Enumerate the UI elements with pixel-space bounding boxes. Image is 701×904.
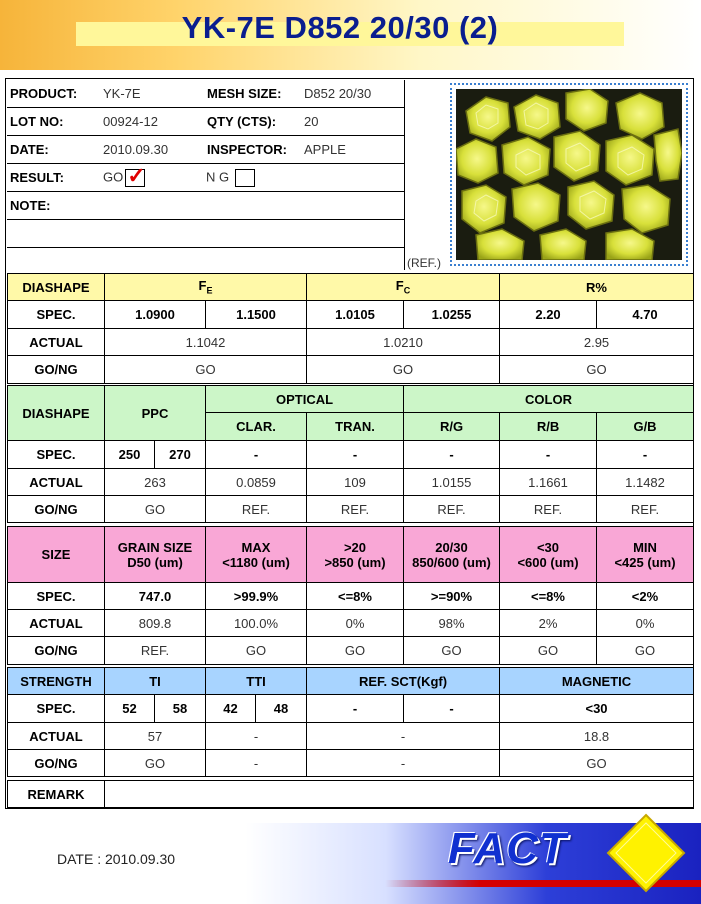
tti-spec-min: 42 bbox=[206, 695, 256, 723]
grain-spec: 747.0 bbox=[105, 583, 206, 610]
size-header: SIZE bbox=[8, 527, 105, 583]
footer-date: DATE : 2010.09.30 bbox=[57, 851, 176, 867]
under-30-gong: GO bbox=[500, 637, 597, 665]
under-30-spec: <=8% bbox=[500, 583, 597, 610]
lot-label: LOT NO: bbox=[7, 108, 101, 136]
fe-spec-max: 1.1500 bbox=[206, 301, 307, 329]
remark-row bbox=[7, 780, 694, 808]
mesh-value: D852 20/30 bbox=[302, 80, 405, 108]
ppc-header: PPC bbox=[105, 386, 206, 441]
clar-actual: 0.0859 bbox=[206, 469, 307, 496]
diashape-header: DIASHAPE bbox=[8, 386, 105, 441]
rb-gong: REF. bbox=[500, 496, 597, 523]
rg-actual: 1.0155 bbox=[404, 469, 500, 496]
ti-spec-min: 52 bbox=[105, 695, 155, 723]
diamond-crystals-image bbox=[456, 89, 682, 260]
mesh-20-30-actual: 98% bbox=[404, 610, 500, 637]
fe-actual: 1.1042 bbox=[105, 329, 307, 356]
checkmark-icon: ✓ bbox=[127, 163, 146, 188]
spec-label: SPEC. bbox=[8, 583, 105, 610]
max-header: MAX <1180 (um) bbox=[206, 527, 307, 583]
mesh-20-30-gong: GO bbox=[404, 637, 500, 665]
min-header: MIN <425 (um) bbox=[597, 527, 694, 583]
tti-header: TTI bbox=[206, 668, 307, 695]
over-20-gong: GO bbox=[307, 637, 404, 665]
ti-actual: 57 bbox=[105, 723, 206, 750]
tran-spec: - bbox=[307, 441, 404, 469]
min-actual: 0% bbox=[597, 610, 694, 637]
grain-size-header: GRAIN SIZE D50 (um) bbox=[105, 527, 206, 583]
min-gong: GO bbox=[597, 637, 694, 665]
photo-caption: (REF.) bbox=[407, 256, 441, 270]
fe-header: $F_E$ bbox=[105, 274, 307, 301]
gong-label: GO/NG bbox=[8, 637, 105, 665]
over-20-actual: 0% bbox=[307, 610, 404, 637]
result-label: RESULT: bbox=[7, 164, 101, 192]
product-value: YK-7E bbox=[101, 80, 204, 108]
ti-spec-max: 58 bbox=[155, 695, 206, 723]
spec-label: SPEC. bbox=[8, 301, 105, 329]
mesh-20-30-header: 20/30 850/600 (um) bbox=[404, 527, 500, 583]
optical-section bbox=[7, 385, 694, 523]
fe-gong: GO bbox=[105, 356, 307, 384]
ppc-actual: 263 bbox=[105, 469, 206, 496]
note-label: NOTE: bbox=[7, 192, 405, 220]
sct-spec-min: - bbox=[307, 695, 404, 723]
sct-gong: - bbox=[307, 750, 500, 777]
ng-checkbox[interactable] bbox=[235, 169, 255, 187]
ti-gong: GO bbox=[105, 750, 206, 777]
gong-label: GO/NG bbox=[8, 750, 105, 777]
gong-label: GO/NG bbox=[8, 496, 105, 523]
date-label: DATE: bbox=[7, 136, 101, 164]
rg-gong: REF. bbox=[404, 496, 500, 523]
company-logo: FACT bbox=[448, 824, 567, 873]
rb-header: R/B bbox=[500, 413, 597, 441]
fc-gong: GO bbox=[307, 356, 500, 384]
ppc-spec-min: 250 bbox=[105, 441, 155, 469]
spec-label: SPEC. bbox=[8, 441, 105, 469]
over-20-spec: <=8% bbox=[307, 583, 404, 610]
header-info bbox=[7, 80, 405, 275]
go-label: GO bbox=[103, 168, 124, 184]
sct-header: REF. SCT(Kgf) bbox=[307, 668, 500, 695]
clar-gong: REF. bbox=[206, 496, 307, 523]
grain-gong: REF. bbox=[105, 637, 206, 665]
under-30-header: <30 <600 (um) bbox=[500, 527, 597, 583]
strength-section bbox=[7, 667, 694, 777]
min-spec: <2% bbox=[597, 583, 694, 610]
tran-actual: 109 bbox=[307, 469, 404, 496]
diamond-logo-icon bbox=[606, 813, 686, 893]
clar-header: CLAR. bbox=[206, 413, 307, 441]
max-gong: GO bbox=[206, 637, 307, 665]
fc-spec-max: 1.0255 bbox=[404, 301, 500, 329]
result-go[interactable] bbox=[101, 164, 204, 192]
actual-label: ACTUAL bbox=[8, 610, 105, 637]
ppc-spec-max: 270 bbox=[155, 441, 206, 469]
clar-spec: - bbox=[206, 441, 307, 469]
note-line bbox=[7, 220, 405, 248]
tti-spec-max: 48 bbox=[256, 695, 307, 723]
r-spec-min: 2.20 bbox=[500, 301, 597, 329]
r-percent-header: R% bbox=[500, 274, 694, 301]
sct-spec-max: - bbox=[404, 695, 500, 723]
magnetic-spec: <30 bbox=[500, 695, 694, 723]
tti-gong: - bbox=[206, 750, 307, 777]
under-30-actual: 2% bbox=[500, 610, 597, 637]
diamond-photo bbox=[450, 83, 688, 266]
fc-actual: 1.0210 bbox=[307, 329, 500, 356]
diashape-header: DIASHAPE bbox=[8, 274, 105, 301]
r-spec-max: 4.70 bbox=[597, 301, 694, 329]
tran-gong: REF. bbox=[307, 496, 404, 523]
fc-header: $F_C$ bbox=[307, 274, 500, 301]
ppc-gong: GO bbox=[105, 496, 206, 523]
product-label: PRODUCT: bbox=[7, 80, 101, 108]
mesh-label: MESH SIZE: bbox=[204, 80, 302, 108]
note-line bbox=[7, 248, 405, 276]
max-spec: >99.9% bbox=[206, 583, 307, 610]
max-actual: 100.0% bbox=[206, 610, 307, 637]
ng-label: N G bbox=[206, 168, 230, 184]
fe-spec-min: 1.0900 bbox=[105, 301, 206, 329]
date-value: 2010.09.30 bbox=[101, 136, 204, 164]
actual-label: ACTUAL bbox=[8, 329, 105, 356]
qty-label: QTY (CTS): bbox=[204, 108, 302, 136]
gb-header: G/B bbox=[597, 413, 694, 441]
inspector-label: INSPECTOR: bbox=[204, 136, 302, 164]
rg-spec: - bbox=[404, 441, 500, 469]
optical-header: OPTICAL bbox=[206, 386, 404, 413]
gb-actual: 1.1482 bbox=[597, 469, 694, 496]
mesh-20-30-spec: >=90% bbox=[404, 583, 500, 610]
ti-header: TI bbox=[105, 668, 206, 695]
fc-spec-min: 1.0105 bbox=[307, 301, 404, 329]
result-ng[interactable] bbox=[204, 164, 302, 192]
go-checkbox[interactable] bbox=[125, 163, 146, 188]
qty-value: 20 bbox=[302, 108, 405, 136]
actual-label: ACTUAL bbox=[8, 469, 105, 496]
lot-value: 00924-12 bbox=[101, 108, 204, 136]
tran-header: TRAN. bbox=[307, 413, 404, 441]
color-header: COLOR bbox=[404, 386, 694, 413]
rg-header: R/G bbox=[404, 413, 500, 441]
r-actual: 2.95 bbox=[500, 329, 694, 356]
magnetic-gong: GO bbox=[500, 750, 694, 777]
gong-label: GO/NG bbox=[8, 356, 105, 384]
shape-section bbox=[7, 273, 694, 384]
header-divider bbox=[404, 80, 405, 270]
remark-label: REMARK bbox=[8, 781, 105, 808]
spec-label: SPEC. bbox=[8, 695, 105, 723]
tti-actual: - bbox=[206, 723, 307, 750]
rb-actual: 1.1661 bbox=[500, 469, 597, 496]
magnetic-header: MAGNETIC bbox=[500, 668, 694, 695]
inspector-value: APPLE bbox=[302, 136, 405, 164]
rb-spec: - bbox=[500, 441, 597, 469]
r-gong: GO bbox=[500, 356, 694, 384]
report-title: YK-7E D852 20/30 (2) bbox=[181, 10, 499, 45]
remark-value[interactable] bbox=[105, 781, 694, 808]
grain-actual: 809.8 bbox=[105, 610, 206, 637]
actual-label: ACTUAL bbox=[8, 723, 105, 750]
strength-header: STRENGTH bbox=[8, 668, 105, 695]
size-section bbox=[7, 526, 694, 665]
gb-gong: REF. bbox=[597, 496, 694, 523]
over-20-header: >20 >850 (um) bbox=[307, 527, 404, 583]
gb-spec: - bbox=[597, 441, 694, 469]
sct-actual: - bbox=[307, 723, 500, 750]
magnetic-actual: 18.8 bbox=[500, 723, 694, 750]
